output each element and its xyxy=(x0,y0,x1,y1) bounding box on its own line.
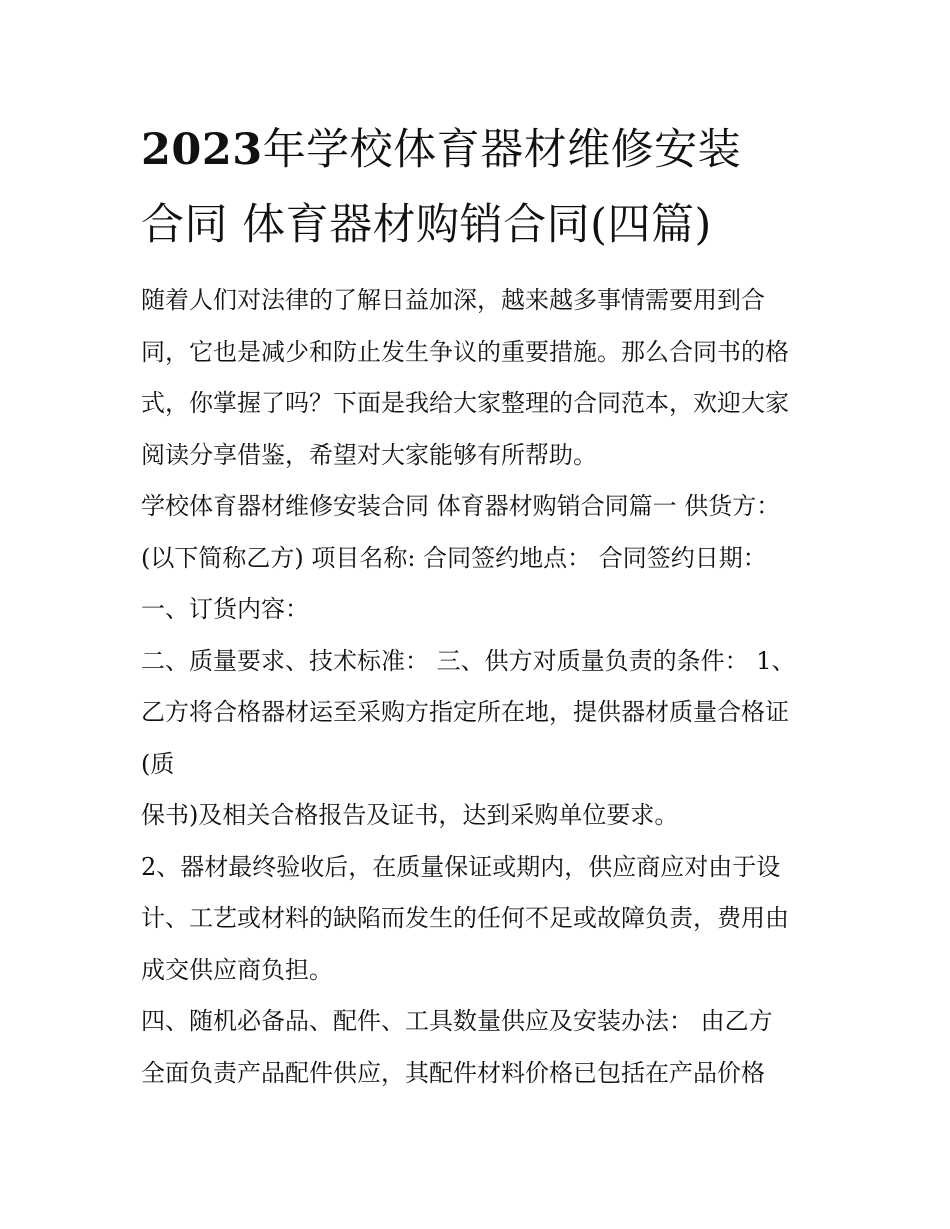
body-line: 随着人们对法律的了解日益加深，越来越多事情需要用到合 xyxy=(141,286,765,314)
body-line: 保书)及相关合格报告及证书，达到采购单位要求。 xyxy=(141,801,679,829)
body-line: 乙方将合格器材运至采购方指定所在地，提供器材质量合格证 xyxy=(141,698,789,726)
body-line: 一、订货内容： xyxy=(141,595,309,623)
body-line: 计、工艺或材料的缺陷而发生的任何不足或故障负责，费用由 xyxy=(141,904,789,932)
body-line: 式，你掌握了吗？下面是我给大家整理的合同范本，欢迎大家 xyxy=(141,389,789,417)
body-line: 学校体育器材维修安装合同 体育器材购销合同篇一 供货方： xyxy=(141,492,781,520)
body-line: 阅读分享借鉴，希望对大家能够有所帮助。 xyxy=(141,440,597,469)
body-line: 成交供应商负担。 xyxy=(141,955,333,984)
body-line: (质 xyxy=(141,749,175,778)
body-line: 二、质量要求、技术标准： 三、供方对质量负责的条件： 1、 xyxy=(141,646,796,675)
body-line: 全面负责产品配件供应，其配件材料价格已包括在产品价格 xyxy=(141,1058,765,1087)
title-line2: 合同 体育器材购销合同(四篇) xyxy=(141,200,712,250)
body-line: 2、器材最终验收后，在质量保证或期内，供应商应对由于设 xyxy=(141,852,781,881)
document-title xyxy=(141,113,831,263)
body-line: 同，它也是减少和防止发生争议的重要措施。那么合同书的格 xyxy=(141,337,789,366)
document-body xyxy=(141,275,831,1099)
title-year: 2023 xyxy=(141,125,263,175)
body-line: 四、随机必备品、配件、工具数量供应及安装办法： 由乙方 xyxy=(141,1007,773,1035)
title-line1-rest: 年学校体育器材维修安装 xyxy=(262,125,742,175)
body-line: (以下简称乙方) 项目名称: 合同签约地点： 合同签约日期： xyxy=(141,543,767,572)
